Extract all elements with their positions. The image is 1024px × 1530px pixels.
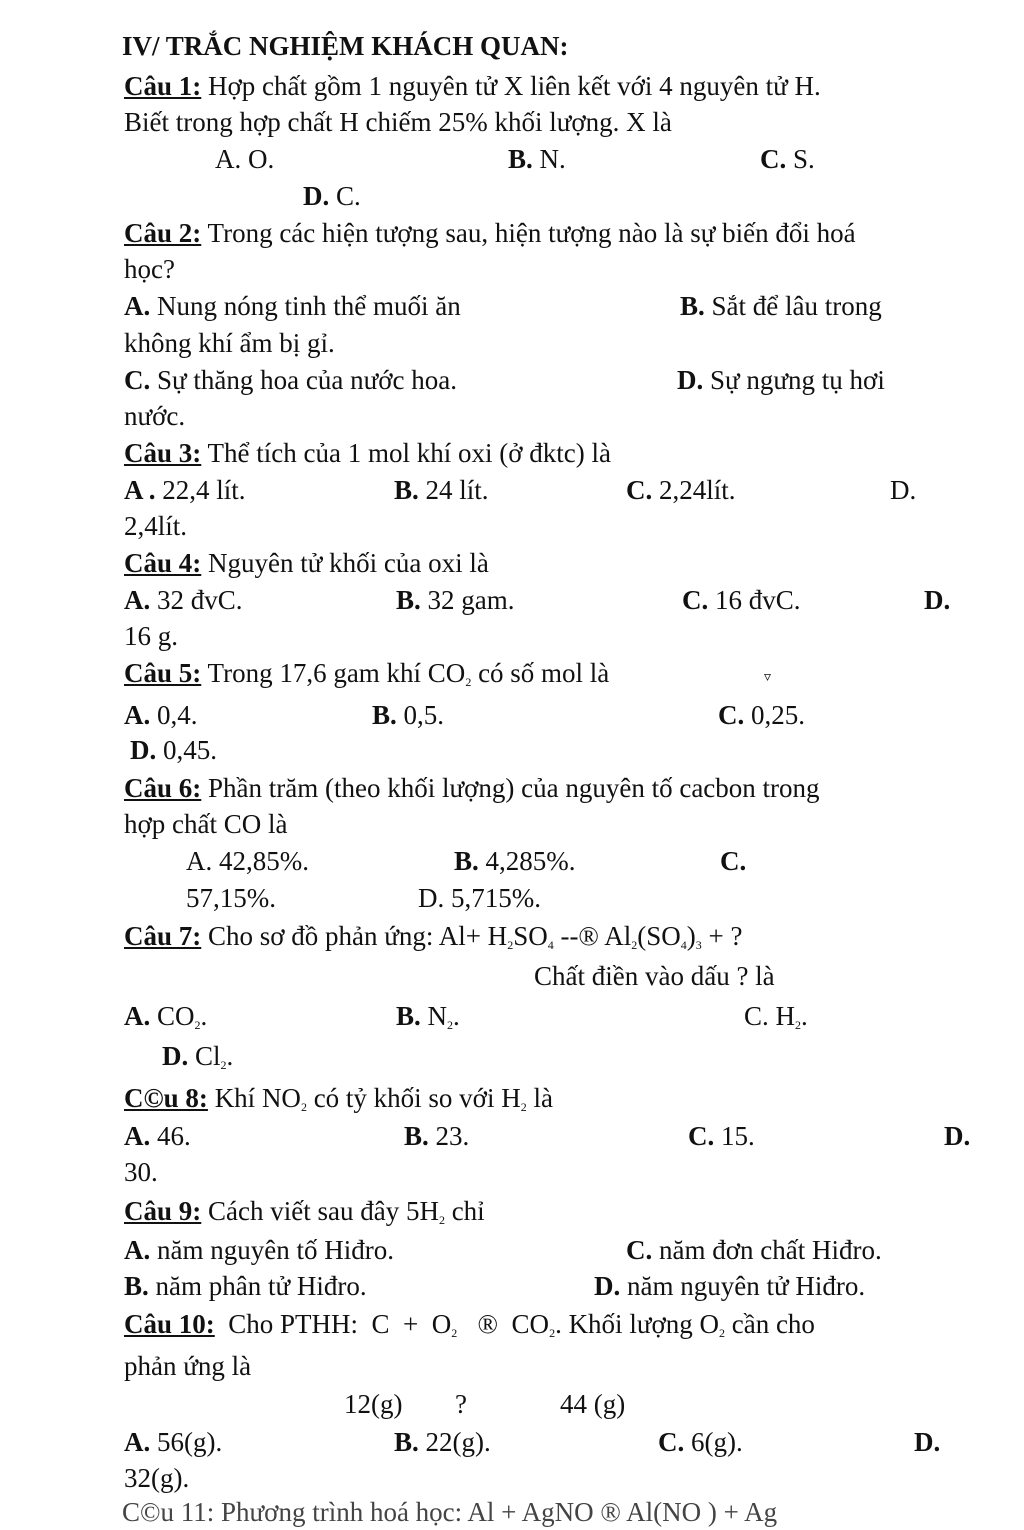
question-1-text: Hợp chất gồm 1 nguyên tử X liên kết với 4 nguyên tử H.: [208, 71, 821, 101]
q2-option-b-continued: không khí ẩm bị gỉ.: [124, 328, 335, 358]
q9-option-a[interactable]: A. năm nguyên tố Hiđro.: [124, 1235, 394, 1265]
q8-option-a[interactable]: A. 46.: [124, 1121, 191, 1151]
question-9-label: Câu 9:: [124, 1196, 202, 1226]
q3-option-b[interactable]: B. 24 lít.: [394, 475, 489, 505]
q9-option-b[interactable]: B. năm phân tử Hiđro.: [124, 1271, 367, 1301]
q6-option-d[interactable]: D. 5,715%.: [418, 883, 541, 913]
q2-option-b[interactable]: B. Sắt để lâu trong: [680, 291, 882, 321]
q3-option-a[interactable]: A . 22,4 lít.: [124, 475, 246, 505]
question-7-line-2: Chất điền vào dấu ? là: [534, 961, 775, 991]
q3-option-d-key[interactable]: D.: [890, 475, 917, 505]
question-5-line: Câu 5: Trong 17,6 gam khí $CO_2$ có số mol là: [124, 658, 610, 689]
q2-option-c[interactable]: C. Sự thăng hoa của nước hoa.: [124, 365, 457, 395]
q4-option-c[interactable]: C. 16 đvC.: [682, 585, 801, 615]
mass-co2: 44 (g): [560, 1389, 626, 1419]
q8-option-d-key[interactable]: D.: [944, 1121, 971, 1151]
q2-option-d-continued: nước.: [124, 401, 186, 431]
q7-option-a[interactable]: A. $CO_2$.: [124, 1001, 208, 1032]
question-3-label: Câu 3:: [124, 438, 202, 468]
question-6-label: Câu 6:: [124, 773, 202, 803]
question-9-line: Câu 9: Cách viết sau đây $5H_2$ chỉ: [124, 1196, 485, 1227]
cut-off-next-question: C©u 11: Phương trình hoá học: Al + AgNO ® Al(NO ) + Ag: [122, 1497, 778, 1527]
mass-oxygen-unknown: ?: [455, 1389, 467, 1419]
question-7-label: Câu 7:: [124, 921, 202, 951]
q5-option-c[interactable]: C. 0,25.: [718, 700, 805, 730]
question-10-line: Câu 10: Cho PTHH: $C + O_2$ ® $CO_2$. Khối lượng $O_2$ cần cho: [124, 1309, 815, 1340]
q6-option-c-key[interactable]: C.: [720, 846, 747, 876]
question-1-line-2: Biết trong hợp chất H chiếm 25% khối lượng. X là: [124, 107, 672, 137]
q9-option-d[interactable]: D. năm nguyên tử Hiđro.: [594, 1271, 866, 1301]
question-8-line: C©u 8: Khí $NO_2$ có tỷ khối so với $H_2$ là: [124, 1083, 553, 1114]
question-4-label: Câu 4:: [124, 548, 202, 578]
q8-option-c[interactable]: C. 15.: [688, 1121, 755, 1151]
question-10-label: Câu 10:: [124, 1309, 215, 1339]
q5-option-b[interactable]: B. 0,5.: [372, 700, 445, 730]
question-1-line: [124, 68, 821, 104]
q10-option-d[interactable]: 32(g).: [124, 1463, 190, 1493]
q3-option-c[interactable]: C. 2,24lít.: [626, 475, 736, 505]
q4-option-d-key[interactable]: D.: [924, 585, 951, 615]
q10-option-c[interactable]: C. 6(g).: [658, 1427, 743, 1457]
question-2-label: Câu 2:: [124, 218, 202, 248]
q2-option-a[interactable]: A. Nung nóng tinh thể muối ăn: [124, 291, 461, 321]
q8-option-d[interactable]: 30.: [124, 1157, 158, 1187]
cursor-mark-icon: ▿: [764, 670, 772, 685]
q7-option-c[interactable]: C. $H_2$.: [744, 1001, 808, 1032]
q4-option-b[interactable]: B. 32 gam.: [396, 585, 515, 615]
q4-option-d[interactable]: 16 g.: [124, 621, 178, 651]
question-7-line: Câu 7: Cho sơ đồ phản ứng: $Al+ H_2SO_4$ --® $Al_2(SO_4)_3$ + ?: [124, 921, 743, 952]
mass-carbon: 12(g): [344, 1389, 403, 1419]
section-title: IV/ TRẮC NGHIỆM KHÁCH QUAN:: [122, 31, 569, 61]
q2-option-d[interactable]: D. Sự ngưng tụ hơi: [677, 365, 885, 395]
question-4-line: Câu 4: Nguyên tử khối của oxi là: [124, 548, 489, 578]
question-2-line-2: học?: [124, 254, 175, 284]
q10-option-b[interactable]: B. 22(g).: [394, 1427, 491, 1457]
q4-option-a[interactable]: A. 32 đvC.: [124, 585, 243, 615]
question-10-line-2: phản ứng là: [124, 1351, 252, 1381]
q10-option-d-key[interactable]: D.: [914, 1427, 941, 1457]
q3-option-d[interactable]: 2,4lít.: [124, 511, 188, 541]
question-8-label: C©u 8:: [124, 1083, 208, 1113]
q5-option-d[interactable]: D. 0,45.: [130, 735, 217, 765]
q6-option-c[interactable]: 57,15%.: [186, 883, 276, 913]
q7-option-b[interactable]: B. $N_2$.: [396, 1001, 460, 1032]
question-5-label: Câu 5:: [124, 658, 202, 688]
q6-option-b[interactable]: B. 4,285%.: [454, 846, 576, 876]
question-6-line: Câu 6: Phần trăm (theo khối lượng) của nguyên tố cacbon trong: [124, 773, 820, 803]
question-1-label: Câu 1:: [124, 71, 202, 101]
q8-option-b[interactable]: B. 23.: [404, 1121, 470, 1151]
reaction-equation: $Al+ H_2SO_4$ --® $Al_2(SO_4)_3$ + ?: [438, 921, 743, 952]
q5-option-a[interactable]: A. 0,4.: [124, 700, 198, 730]
question-2-line: Câu 2: Trong các hiện tượng sau, hiện tượng nào là sự biến đổi hoá: [124, 218, 856, 248]
question-3-line: Câu 3: Thể tích của 1 mol khí oxi (ở đktc) là: [124, 438, 611, 468]
q1-option-c[interactable]: C. S.: [760, 144, 815, 174]
q7-option-d[interactable]: D. $Cl_2$.: [162, 1041, 234, 1072]
q1-option-b[interactable]: B. N.: [508, 144, 566, 174]
q1-option-d[interactable]: D. C.: [303, 181, 361, 211]
q1-option-a[interactable]: A. O.: [215, 144, 275, 174]
question-6-line-2: hợp chất CO là: [124, 809, 288, 839]
q9-option-c[interactable]: C. năm đơn chất Hiđro.: [626, 1235, 882, 1265]
q6-option-a[interactable]: A. 42,85%.: [186, 846, 309, 876]
q10-option-a[interactable]: A. 56(g).: [124, 1427, 223, 1457]
